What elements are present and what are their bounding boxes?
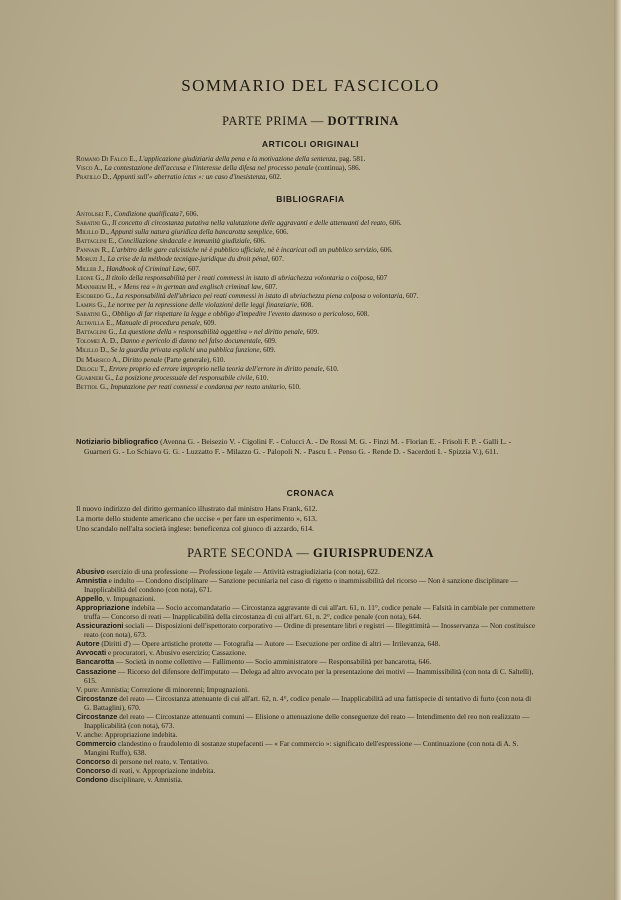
entry-separator: , [102,264,107,273]
articoli-list [76,155,537,182]
entry-text: , v. Impugnazioni. [102,594,156,604]
giurisprudenza-entry [76,594,537,603]
entry-separator: , [112,373,116,382]
entry-separator: , [104,300,108,309]
entry-title: La posizione processuale del responsabile civile [115,373,253,382]
entry-reference: , 609. [302,328,319,337]
giurisprudenza-entry [76,739,537,757]
page-edge [614,0,621,900]
entry-title: La questione della « responsabilità oggettiva » nel diritto penale [118,328,303,337]
entry-author: Battaglini E. [76,237,115,246]
entry-title: Diritto penale [122,355,163,364]
entry-keyword: Circostanze [76,693,118,703]
entry-reference: , 606. [385,219,402,228]
entry-separator: , [115,328,119,337]
entry-keyword: Condono [76,775,109,785]
entry-text: indebita — Socio accomandatario — Circostanza aggravante di cui all'art. 61, n. 11°, codice penale — Falsità in cambiale per commettere truffa — Concorso di reati — Inapplicabilità della circostanza di cui all'art. 61, n. 2°, codice penale (con nota), 644. [84,603,535,622]
bibliographic-entry [76,210,537,219]
page-title: SOMMARIO DEL FASCICOLO [181,76,440,95]
entry-text: esercizio di una professione — Professione legale — Attività estragiudiziaria (con nota), 622. [104,567,380,576]
bibliographic-entry [76,319,537,328]
entry-text: di persone nel reato, v. Tentativo. [110,756,209,766]
giurisprudenza-entry [76,639,537,648]
entry-separator: , [109,173,113,182]
entry-separator: , [112,319,116,328]
part-two-heading: PARTE SECONDA — GIURISPRUDENZA [187,546,434,560]
bibliographic-entry [76,155,537,164]
bibliographic-entry [76,219,537,228]
articoli-heading: ARTICOLI ORIGINALI [261,139,360,149]
entry-reference: , 606. [182,210,199,218]
entry-separator: , [108,310,113,319]
entry-author: Delogu T. [76,364,106,373]
entry-title: « Mens rea » in german and englisch criminal law [118,282,262,291]
entry-author: Romano Di Falco E. [76,155,136,163]
giurisprudenza-entry [76,567,537,576]
entry-author: Visco A. [76,164,101,173]
entry-author: Antolisei F. [76,210,111,218]
entry-separator: , [114,282,119,291]
entry-separator: , [107,346,111,355]
entry-title: L'applicazione giudiziaria della pena e la motivazione della sentenza [138,155,336,163]
entry-title: Obbligo di far rispettare la legge e obbligo d'impedire l'evento dannoso o pericoloso [112,310,354,319]
cronaca-heading: CRONACA [286,488,335,498]
giurisprudenza-entry [76,712,537,730]
giurisprudenza-entry [76,685,537,694]
bibliographic-entry [76,301,537,310]
entry-title: Appunti sulla natura giuridica della bancarotta semplice [110,228,273,237]
entry-author: Mannheim H. [76,282,115,291]
entry-author: Bettiol G. [76,382,107,391]
entry-author: Guarneri G. [76,373,113,382]
cronaca-list [76,504,537,534]
bibliographic-entry [76,337,537,346]
entry-text: — Ricorso del difensore dell'imputato — Delega ad altro avvocato per la presentazione dei motivi — Inammissibilità (con nota di C. Saltelli), 615. [84,666,534,685]
entry-title: Imputazione per reati connessi e condanna per reato unitario [110,382,285,391]
bibliografia-list [76,210,537,392]
bibliographic-entry [76,383,537,392]
entry-reference: , 607. [184,264,201,273]
entry-reference: , 609. [200,319,216,328]
entry-text: disciplinare, v. Amnistia. [108,775,183,785]
entry-keyword: Autore [76,639,100,649]
entry-title: Errore proprio ed errore improprio nella teoria dell'errore in diritto penale [108,364,323,373]
entry-keyword: Amnistia [76,576,107,586]
bibliografia-heading: BIBLIOGRAFIA [276,194,345,204]
entry-author: Tolomei A. D. [76,337,117,346]
entry-title: Il concetto di circostanza putativa nella valutazione delle aggravanti e delle attenuanti del reato [112,219,386,228]
entry-reference: , 610. [284,382,301,391]
entry-reference: , 610. [252,373,269,382]
entry-text: di reati, v. Appropriazione indebita. [110,766,216,776]
bibliographic-entry [76,255,537,264]
entry-title: La contestazione dell'accusa e l'interesse della difesa nel processo penale [104,164,314,173]
entry-text: e indulto — Condono disciplinare — Sanzione pecuniaria nel caso di rigetto o inammissibilità del ricorso — Non è sanzione disciplinare — Inapplicabilità del condono (con nota), 671. [84,576,518,595]
bibliographic-entry [76,164,537,173]
entry-keyword: Bancarotta [76,657,115,667]
giurisprudenza-list [76,567,537,784]
entry-text: e procuratori, v. Abusivo esercizio; Cassazione. [106,648,247,658]
giurisprudenza-entry [76,667,537,685]
bibliographic-entry [76,374,537,383]
bibliographic-entry [76,228,537,237]
part-one-heading: PARTE PRIMA — DOTTRINA [222,114,399,128]
entry-author: Altavilla E. [76,319,113,328]
giurisprudenza-entry [76,766,537,775]
entry-separator: , [110,210,114,218]
entry-reference: (continua), 586. [313,164,361,173]
entry-separator: , [135,155,139,163]
notiziario-bibliografico: Notiziario bibliografico (Avenna G. - Beisezio V. - Cigolini F. - Colucci A. - De Rossi M. G. - Finzi M. - Florian E. - Frisoli F. P. - Galli L. - Guarneri G. - Lo Schiavo G. G. - Luzzatto F. - Milazzo G. - Palopoli N. - Pascu I. - Penso G. - Rende D. - Sacerdoti I. - Spizzia V.), 611. [76,437,512,456]
entry-reference: , 607. [267,255,284,264]
entry-reference: , 607. [402,291,419,300]
entry-keyword: Concorso [76,756,111,766]
bibliographic-entry [76,346,537,355]
giurisprudenza-entry [76,657,537,666]
entry-reference: , 606. [249,237,266,246]
entry-text: (Diritti d') — Opere artistiche protette — Fotografia — Autore — Esecuzione per ordine di altri — Irrilevanza, 648. [99,639,441,649]
entry-text: del reato — Circostanza attenuante di cui all'art. 62, n. 4°, codice penale — Inapplicabilità ad una fattispecie di tentativo di furto (con nota di G. Battaglini), 670. [84,693,532,712]
entry-separator: , [102,273,106,282]
entry-author: De Marsico A. [76,355,119,364]
entry-text: V. anche: Appropriazione indebita. [76,729,178,739]
giurisprudenza-entry [76,648,537,657]
giurisprudenza-entry [76,757,537,766]
entry-keyword: Assicurazioni [76,621,124,631]
entry-title: Condizione qualificata? [114,210,183,218]
bibliographic-entry [76,246,537,255]
bibliographic-entry [76,173,537,182]
giurisprudenza-entry [76,603,537,621]
entry-author: Milillo D. [76,346,108,355]
entry-reference: , 606. [272,228,289,237]
entry-reference: , 608. [297,300,314,309]
entry-keyword: Avvocati [76,648,107,658]
giurisprudenza-entry [76,730,537,739]
entry-separator: , [107,246,112,255]
entry-separator: , [105,364,109,373]
entry-title: Il titolo della responsabilità per i reati commessi in istato di ubriachezza volontaria o colposa [105,273,373,282]
entry-separator: , [114,237,119,246]
entry-author: Leone G. [76,273,103,282]
entry-author: Battaglini G. [76,328,116,337]
entry-author: Pannain R. [76,246,108,255]
giurisprudenza-entry [76,775,537,784]
entry-reference: , pag. 581. [335,155,366,163]
bibliographic-entry [76,310,537,319]
bibliographic-entry [76,292,537,301]
entry-author: Miller J. [76,264,103,273]
bibliographic-entry [76,237,537,246]
entry-separator: , [100,164,105,173]
entry-title: Le norme per la repressione delle violazioni delle leggi finanziarie [107,300,298,309]
cronaca-item: Il nuovo indirizzo del diritto germanico illustrato dal ministro Hans Frank, 612. [76,504,318,513]
entry-author: Moruzi J. [76,255,104,264]
giurisprudenza-entry [76,694,537,712]
entry-keyword: Abusivo [76,567,105,576]
entry-title: Danno e pericolo di danno nel falso documentale [120,337,261,346]
entry-title: Se la guardia privata esplichi una pubblica funzione [110,346,260,355]
entry-title: Handbook of Criminal Law [106,264,185,273]
entry-keyword: Appello [76,594,103,604]
entry-text: sociali — Disposizioni dell'ispettorato corporativo — Ordine di presentare libri e registri — Illegittimità — Inosservanza — Non costituisce reato (con nota), 673. [84,621,536,640]
entry-title: L'arbitro delle gare calcistiche nè è pubblico ufficiale, nè è incaricat odi un pubblico servizio [111,246,377,255]
giurisprudenza-entry [76,576,537,594]
bibliographic-entry [76,283,537,292]
entry-separator: , [116,337,121,346]
cronaca-item: La morte dello studente americano che uccise « per fare un esperimento », 613. [76,514,318,523]
entry-separator: , [107,228,111,237]
entry-keyword: Commercio [76,738,117,748]
entry-keyword: Concorso [76,766,111,776]
entry-reference: , 602. [265,173,282,182]
entry-title: La responsabilità dell'ubriaco pei reati commessi in istato di ubriachezza piena colposa o volontaria [115,291,403,300]
entry-text: clandestino o fraudolento di sostanze stupefacenti — « Far commercio »: significato dell'espressione — Continuazione (con nota di A. S. Mangini Ruffo), 638. [84,738,519,757]
entry-reference: , 609. [259,346,276,355]
entry-separator: , [112,291,116,300]
bibliographic-entry [76,328,537,337]
entry-text: — Società in nome collettivo — Fallimento — Socio amministratore — Responsabilità per bancarotta, 646. [114,657,432,667]
entry-author: Lampis G. [76,300,105,309]
entry-reference: , 607. [261,282,278,291]
entry-title: Manuale di procedura penale [115,319,201,328]
entry-reference: , 610. [322,364,339,373]
bibliographic-entry [76,356,537,365]
entry-separator: , [118,355,123,364]
entry-keyword: Cassazione [76,666,117,676]
entry-author: Sabatini G. [76,310,109,319]
entry-reference: , 607 [372,273,388,282]
entry-title: Conciliazione sindacale e immunità giudiziale [118,237,250,246]
entry-title: La crise de la méthode tecnique-juridique du droit pénal [107,255,268,264]
entry-title: Appunti sull'« aberratio ictus »: un caso d'inesistenza [113,173,266,182]
entry-text: V. pure: Amnistia; Correzione di minorenni; Impugnazioni. [76,684,249,694]
entry-separator: , [108,219,113,228]
giurisprudenza-entry [76,621,537,639]
entry-reference: , 606. [376,246,393,255]
entry-reference: (Parte generale), 610. [162,355,226,364]
entry-reference: , 608. [353,310,370,319]
entry-author: Milillo D. [76,228,108,237]
bibliographic-entry [76,274,537,283]
entry-reference: , 609. [260,337,277,346]
entry-separator: , [103,255,108,264]
bibliographic-entry [76,365,537,374]
entry-author: Escobedo G. [76,291,113,300]
entry-author: Pratillo D. [76,173,110,182]
entry-keyword: Appropriazione [76,603,130,613]
entry-text: del reato — Circostanze attenuanti comuni — Elisione o attenuazione delle conseguenze del reato — Intendimento del reo non realizzato — Inapplicabilità (con nota), 673. [84,711,530,730]
entry-keyword: Circostanze [76,711,118,721]
entry-author: Sabatini G. [76,219,109,228]
entry-separator: , [106,382,111,391]
bibliographic-entry [76,265,537,274]
cronaca-item: Uno scandalo nell'alta società inglese: beneficenza col giuoco di azzardo, 614. [76,524,314,533]
